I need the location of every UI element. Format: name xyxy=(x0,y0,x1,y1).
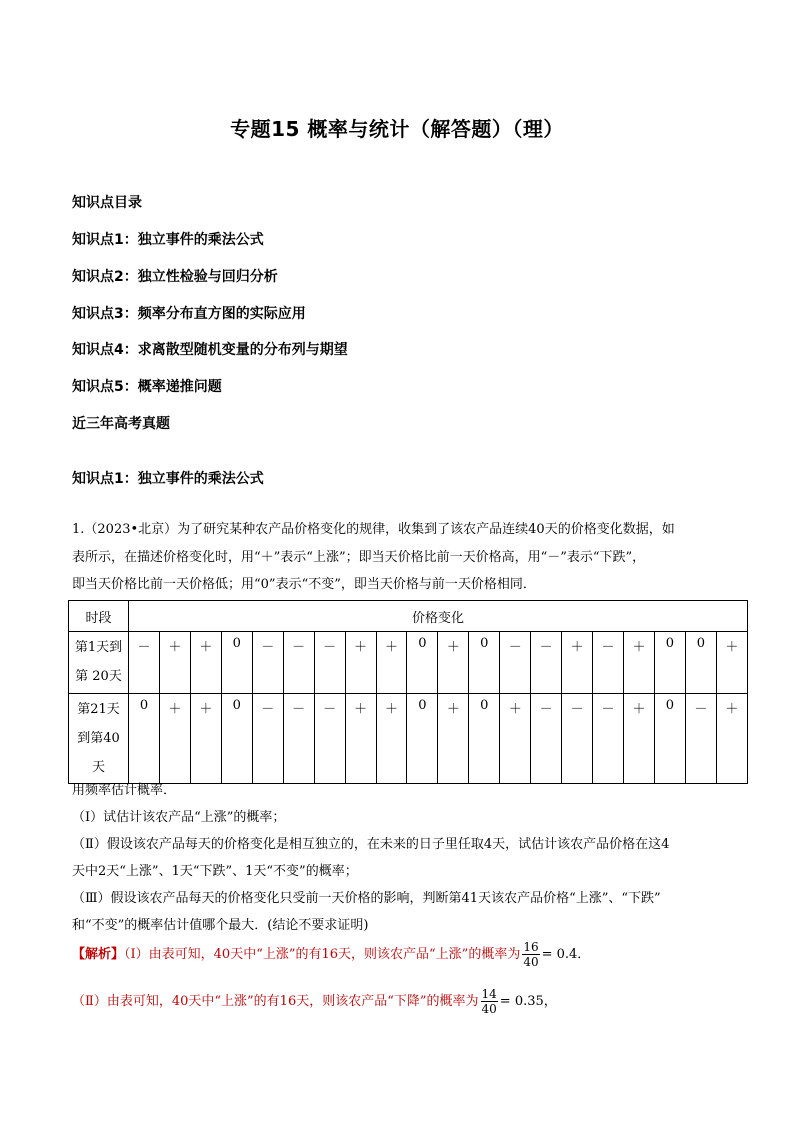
price-change-cell: 0 xyxy=(685,632,716,694)
solution-step-2 xyxy=(72,986,557,1018)
price-change-cell: 0 xyxy=(221,694,252,784)
problem-intro-line-1: 1.（2023•北京）为了研究某种农产品价格变化的规律，收集到了该农产品连续40天的价格变化数据，如 xyxy=(72,522,675,537)
table-row-label-1 xyxy=(69,632,129,694)
price-change-cell: － xyxy=(314,694,345,784)
price-change-cell: ＋ xyxy=(624,632,655,694)
section-heading: 知识点1：独立事件的乘法公式 xyxy=(72,471,264,487)
solution-step-1 xyxy=(72,939,590,971)
solution-tag: 【解析】 xyxy=(72,947,125,962)
price-change-cell: － xyxy=(314,632,345,694)
fraction-denominator: 40 xyxy=(523,955,539,969)
price-change-cell: ＋ xyxy=(716,694,747,784)
problem-intro-line-3: 即当天价格比前一天价格低；用“0”表示“不变”，即当天价格与前一天价格相同． xyxy=(72,577,536,592)
price-change-cell: － xyxy=(283,694,314,784)
toc-item-4[interactable]: 知识点4：求离散型随机变量的分布列与期望 xyxy=(72,342,348,358)
problem-intro-line-2: 表所示，在描述价格变化时，用“＋”表示“上涨”；即当天价格比前一天价格高，用“－”表示“下跌”， xyxy=(72,550,646,565)
solution-step-1-result: = 0.4． xyxy=(541,947,591,962)
fraction-denominator: 40 xyxy=(481,1002,497,1016)
price-change-cell: － xyxy=(531,694,562,784)
price-change-cell: ＋ xyxy=(438,694,469,784)
price-change-cell: 0 xyxy=(407,632,438,694)
solution-step-2-result: = 0.35， xyxy=(499,994,557,1009)
solution-step-1-text: （Ⅰ）由表可知，40天中“上涨”的有16天，则该农产品“上涨”的概率为 xyxy=(124,947,521,962)
row1-label-a: 第1天到 xyxy=(74,640,123,655)
question-3-line-1: （Ⅲ）假设该农产品每天的价格变化只受前一天价格的影响，判断第41天该农产品价格“上涨”、“下跌” xyxy=(72,891,661,906)
table-header-period: 时段 xyxy=(69,601,129,632)
page-title: 专题15 概率与统计（解答题）（理） xyxy=(230,117,564,141)
price-change-cell: － xyxy=(252,632,283,694)
price-change-cell: ＋ xyxy=(500,694,531,784)
price-change-cell: ＋ xyxy=(562,632,593,694)
price-change-cell: 0 xyxy=(654,694,685,784)
price-change-cell: － xyxy=(500,632,531,694)
price-change-cell: 0 xyxy=(469,694,500,784)
after-table-text: 用频率估计概率． xyxy=(72,783,177,798)
toc-item-6[interactable]: 近三年高考真题 xyxy=(72,416,170,432)
price-change-cell: ＋ xyxy=(624,694,655,784)
price-change-cell: 0 xyxy=(221,632,252,694)
toc-item-2[interactable]: 知识点2：独立性检验与回归分析 xyxy=(72,269,278,285)
price-change-cell: ＋ xyxy=(159,694,190,784)
question-2-line-2: 天中2天“上涨”、1天“下跌”、1天“不变”的概率； xyxy=(72,864,358,879)
price-change-cell: 0 xyxy=(407,694,438,784)
price-change-cell: － xyxy=(531,632,562,694)
fraction-14-40 xyxy=(481,987,498,1016)
row2-label-b: 到第40 xyxy=(77,731,120,746)
toc-item-5[interactable]: 知识点5：概率递推问题 xyxy=(72,379,222,395)
fraction-numerator: 16 xyxy=(523,940,539,954)
price-change-cell: 0 xyxy=(129,694,160,784)
price-change-table xyxy=(68,600,748,784)
price-change-cell: ＋ xyxy=(345,694,376,784)
price-change-cell: ＋ xyxy=(345,632,376,694)
price-change-cell: ＋ xyxy=(376,632,407,694)
price-change-cell: ＋ xyxy=(159,632,190,694)
price-change-cell: ＋ xyxy=(438,632,469,694)
price-change-cell: ＋ xyxy=(376,694,407,784)
price-change-cell: ＋ xyxy=(716,632,747,694)
fraction-numerator: 14 xyxy=(481,987,497,1001)
price-change-cell: － xyxy=(593,632,624,694)
price-change-cell: ＋ xyxy=(190,694,221,784)
price-change-cell: － xyxy=(129,632,160,694)
question-2-line-1: （Ⅱ）假设该农产品每天的价格变化是相互独立的，在未来的日子里任取4天，试估计该农产品价格在这4 xyxy=(72,837,670,852)
row2-label-c: 天 xyxy=(91,760,105,775)
price-change-cell: 0 xyxy=(654,632,685,694)
fraction-16-40 xyxy=(522,940,539,969)
price-change-cell: － xyxy=(593,694,624,784)
table-row-label-2 xyxy=(69,694,129,784)
toc-item-1[interactable]: 知识点1：独立事件的乘法公式 xyxy=(72,232,264,248)
question-1: （Ⅰ）试估计该农产品“上涨”的概率； xyxy=(72,810,286,825)
solution-step-2-text: （Ⅱ）由表可知，40天中“上涨”的有16天，则该农产品“下降”的概率为 xyxy=(72,994,479,1009)
price-change-cell: ＋ xyxy=(190,632,221,694)
toc-heading: 知识点目录 xyxy=(72,195,142,211)
price-change-cell: － xyxy=(252,694,283,784)
table-header-change: 价格变化 xyxy=(129,601,748,632)
price-change-cell: 0 xyxy=(469,632,500,694)
price-change-cell: － xyxy=(685,694,716,784)
toc-item-3[interactable]: 知识点3：频率分布直方图的实际应用 xyxy=(72,306,306,322)
row2-label-a: 第21天 xyxy=(77,702,120,717)
price-change-cell: － xyxy=(562,694,593,784)
price-change-cell: － xyxy=(283,632,314,694)
question-3-line-2: 和“不变”的概率估计值哪个最大．(结论不要求证明) xyxy=(72,918,369,933)
row1-label-b: 第 20天 xyxy=(75,669,122,684)
